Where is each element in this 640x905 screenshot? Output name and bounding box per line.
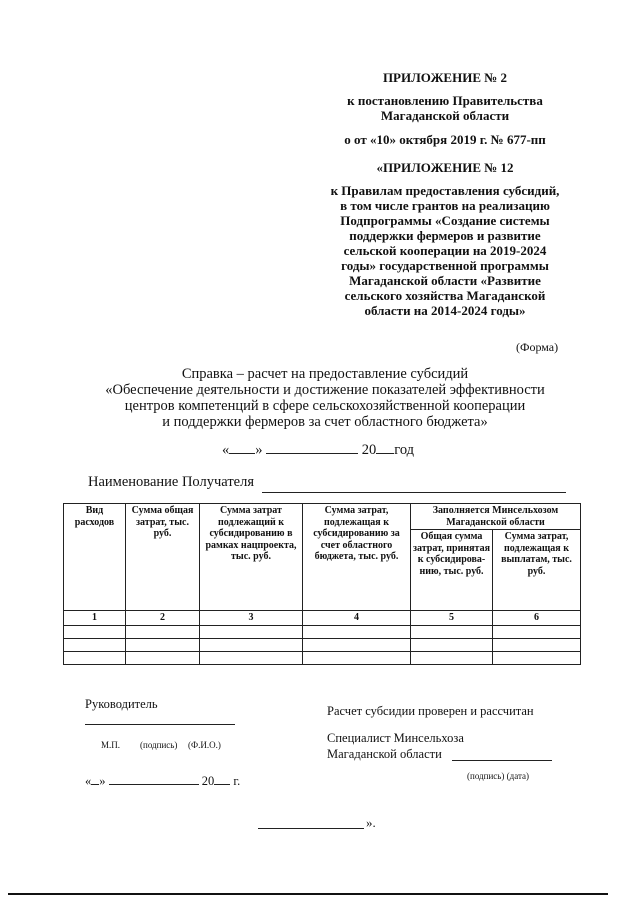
- table-cell[interactable]: [200, 638, 303, 651]
- col-number: 2: [126, 611, 200, 626]
- footer-date-close: »: [99, 774, 106, 788]
- recipient-label: Наименование Получателя: [88, 474, 255, 490]
- signature-hint: (подпись): [140, 740, 178, 750]
- table-cell[interactable]: [200, 651, 303, 664]
- date-month-blank[interactable]: [266, 453, 358, 454]
- col-header-expense-type: Вид расходов: [64, 504, 126, 611]
- table-cell[interactable]: [303, 638, 411, 651]
- closing-mark: ».: [366, 815, 376, 830]
- title-line: Справка – расчет на предоставление субсидий: [181, 366, 469, 382]
- col-number: 6: [493, 611, 581, 626]
- footer-date-month-blank[interactable]: [109, 784, 199, 785]
- rules-line: области на 2014-2024 годы»: [364, 303, 526, 318]
- table-cell[interactable]: [126, 638, 200, 651]
- date-year-blank[interactable]: [376, 453, 394, 454]
- form-label: (Форма): [516, 340, 559, 354]
- table-row: [64, 638, 581, 651]
- table-cell[interactable]: [493, 638, 581, 651]
- table-cell[interactable]: [64, 625, 126, 638]
- col-header-payable: Сумма затрат, подлежащая к выплатам, тыс. руб.: [493, 530, 581, 611]
- table-cell[interactable]: [64, 651, 126, 664]
- mp-label: М.П.: [101, 740, 121, 750]
- table-cell[interactable]: [303, 625, 411, 638]
- table-cell[interactable]: [493, 625, 581, 638]
- sign-date-hint: (подпись) (дата): [467, 771, 529, 781]
- rules-line: годы» государственной программы: [341, 258, 549, 273]
- rules-line: Подпрограммы «Создание системы: [340, 213, 550, 228]
- table-cell[interactable]: [64, 638, 126, 651]
- rules-line: поддержки фермеров и развитие: [349, 228, 541, 243]
- table-cell[interactable]: [126, 651, 200, 664]
- specialist-line2: Магаданской области: [327, 747, 442, 761]
- date-day-blank[interactable]: [229, 453, 255, 454]
- date-year-suffix: год: [394, 442, 415, 458]
- col-number: 5: [411, 611, 493, 626]
- table-cell[interactable]: [303, 651, 411, 664]
- title-line: центров компетенций в сфере сельскохозяйственной кооперации: [124, 398, 526, 414]
- date-line: [222, 442, 414, 459]
- col-number: 3: [200, 611, 303, 626]
- rules-line: сельской кооперации на 2019-2024: [343, 243, 547, 258]
- footer-date-year: 20: [201, 774, 215, 788]
- title-line: и поддержки фермеров за счет областного бюджета»: [162, 414, 488, 430]
- table-cell[interactable]: [493, 651, 581, 664]
- col-header-accepted: Общая сумма затрат, принятая к субсидирова-нию, тыс. руб.: [411, 530, 493, 611]
- head-label: Руководитель: [85, 697, 158, 711]
- fio-hint: (Ф.И.О.): [188, 740, 221, 750]
- table-cell[interactable]: [411, 651, 493, 664]
- rules-line: к Правилам предоставления субсидий,: [330, 183, 560, 198]
- col-header-ministry-group: Заполняется Минсельхозом Магаданской области: [411, 504, 581, 530]
- footer-date-line: [85, 774, 240, 789]
- specialist-signature-blank[interactable]: [452, 760, 552, 761]
- head-signature-blank[interactable]: [85, 724, 235, 725]
- resolution-line2: Магаданской области: [380, 108, 510, 123]
- table-cell[interactable]: [200, 625, 303, 638]
- resolution-date: о от «10» октября 2019 г. № 677-пп: [344, 132, 546, 147]
- table-cell[interactable]: [411, 625, 493, 638]
- check-text: Расчет субсидии проверен и рассчитан: [327, 704, 534, 718]
- calculation-table: [63, 503, 581, 665]
- title-line: «Обеспечение деятельности и достижение показателей эффективности: [105, 382, 545, 398]
- table-row: [64, 625, 581, 638]
- rules-line: в том числе грантов на реализацию: [340, 198, 550, 213]
- col-number: 1: [64, 611, 126, 626]
- rules-line: Магаданской области «Развитие: [349, 273, 541, 288]
- col-number: 4: [303, 611, 411, 626]
- page-bottom-rule: [8, 893, 608, 895]
- col-header-national-project: Сумма затрат подлежащий к субсидированию в рамках нацпроекта, тыс. руб.: [200, 504, 303, 611]
- date-quote-close: »: [255, 442, 263, 458]
- date-year-prefix: 20: [361, 442, 377, 458]
- table-cell[interactable]: [411, 638, 493, 651]
- specialist-line1: Специалист Минсельхоза: [327, 731, 464, 745]
- date-quote-open: «: [222, 442, 230, 458]
- footer-date-open: «: [85, 774, 92, 788]
- table-row: [64, 651, 581, 664]
- table-cell[interactable]: [126, 625, 200, 638]
- recipient-blank[interactable]: [262, 492, 566, 493]
- resolution-line1: к постановлению Правительства: [347, 93, 543, 108]
- col-header-regional-budget: Сумма затрат, подлежащая к субсидированию за счет областного бюджета, тыс. руб.: [303, 504, 411, 611]
- closing-blank[interactable]: [258, 828, 364, 829]
- col-header-total: Сумма общая затрат, тыс. руб.: [126, 504, 200, 611]
- footer-date-year-blank[interactable]: [214, 784, 230, 785]
- footer-date-suffix: г.: [233, 774, 241, 788]
- appendix-title: ПРИЛОЖЕНИЕ № 2: [382, 70, 508, 85]
- rules-line: сельского хозяйства Магаданской: [344, 288, 546, 303]
- appendix12-title: «ПРИЛОЖЕНИЕ № 12: [376, 160, 514, 175]
